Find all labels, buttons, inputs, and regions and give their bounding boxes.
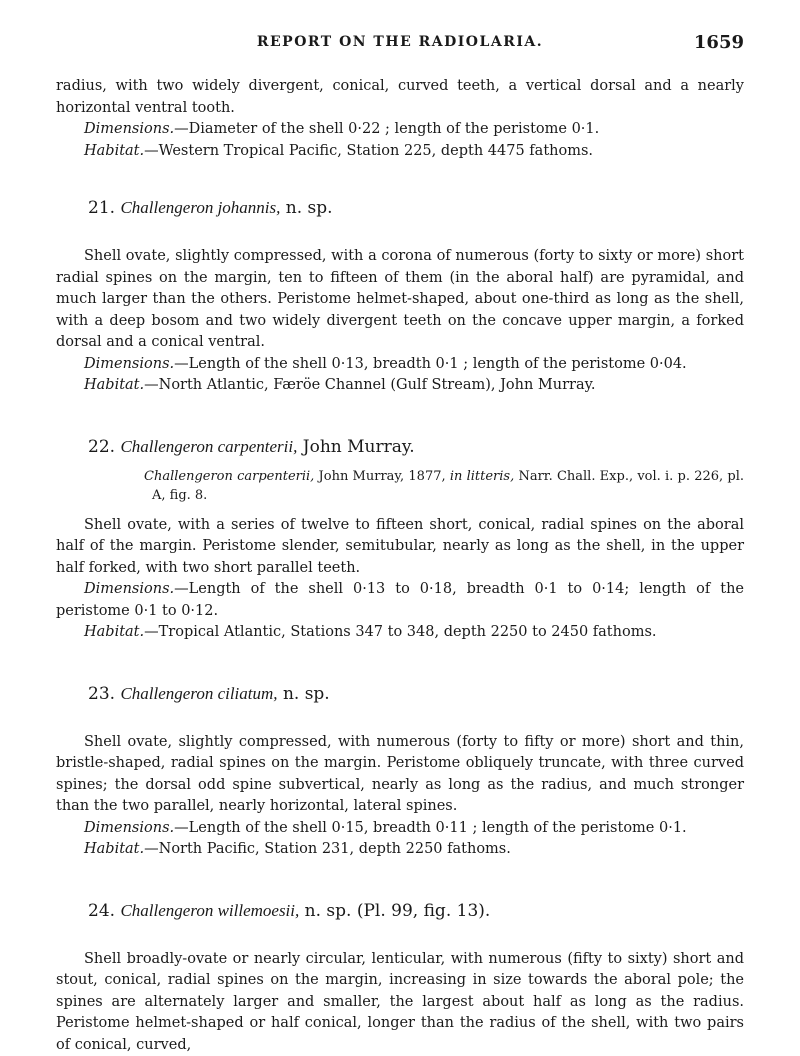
habitat-label: Habitat. xyxy=(84,841,144,857)
species-habitat xyxy=(56,375,744,397)
species-name: Challengeron johannis, xyxy=(120,198,280,217)
species-name: Challengeron willemoesii, xyxy=(120,901,299,920)
habitat-text: —Western Tropical Pacific, Station 225, depth 4475 fathoms. xyxy=(144,143,593,159)
habitat-label: Habitat. xyxy=(84,624,144,640)
species-title xyxy=(88,196,744,220)
species-dimensions xyxy=(56,818,744,840)
species-habitat xyxy=(56,839,744,861)
opening-paragraph: radius, with two widely divergent, conical, curved teeth, a vertical dorsal and a nearly horizontal ventral tooth. xyxy=(56,76,744,119)
page-body xyxy=(56,76,744,1056)
species-title xyxy=(88,682,744,706)
page-number: 1659 xyxy=(694,32,744,53)
habitat-text: —North Atlantic, Færöe Channel (Gulf Stream), John Murray. xyxy=(144,377,595,393)
species-number: 24. xyxy=(88,901,115,921)
dimensions-label: Dimensions. xyxy=(84,581,174,597)
species-title xyxy=(88,899,744,923)
species-suffix: n. sp. (Pl. 99, fig. 13). xyxy=(305,901,491,921)
species-name: Challengeron carpenterii, xyxy=(120,437,297,456)
reference-rest: Narr. Chall. Exp., vol. i. p. 226, pl. A, fig. 8. xyxy=(152,469,744,503)
species-description: Shell ovate, slightly compressed, with a corona of numerous (forty to sixty or more) short radial spines on the margin, ten to fifteen of them (in the aboral half) are pyramidal, and much larger than the others. Peristome helmet-shaped, about one-third as long as the shell, with a deep bosom and two widely divergent teeth on the concave upper margin, a forked dorsal and a conical ventral. xyxy=(56,246,744,354)
dimensions-text: —Length of the shell 0·15, breadth 0·11 ; length of the peristome 0·1. xyxy=(174,820,687,836)
species-description: Shell broadly-ovate or nearly circular, lenticular, with numerous (fifty to sixty) short and stout, conical, radial spines on the margin, increasing in size towards the aboral pole; the spines are alternately larger and smaller, the largest about half as long as the radius. Peristome helmet-shaped or half conical, longer than the radius of the shell, with two pairs of conical, curved, xyxy=(56,949,744,1056)
habitat-text: —Tropical Atlantic, Stations 347 to 348, depth 2250 to 2450 fathoms. xyxy=(144,624,656,640)
species-habitat xyxy=(56,622,744,644)
species-description: Shell ovate, slightly compressed, with numerous (forty to fifty or more) short and thin, bristle-shaped, radial spines on the margin. Peristome obliquely truncate, with three curved spines; the dorsal odd spine subvertical, nearly as long as the radius, and much stronger than the two parallel, nearly horizontal, lateral spines. xyxy=(56,732,744,818)
species-name: Challengeron ciliatum, xyxy=(120,684,277,703)
dimensions-label: Dimensions. xyxy=(84,356,174,372)
species-title xyxy=(88,435,744,459)
species-dimensions xyxy=(56,579,744,622)
page-header xyxy=(56,34,744,54)
habitat-text: —North Pacific, Station 231, depth 2250 fathoms. xyxy=(144,841,511,857)
opening-dimensions xyxy=(56,119,744,141)
species-reference xyxy=(144,467,744,505)
species-number: 21. xyxy=(88,198,115,218)
dimensions-label: Dimensions. xyxy=(84,121,174,137)
reference-name: Challengeron carpenterii, xyxy=(144,469,314,484)
habitat-label: Habitat. xyxy=(84,377,144,393)
running-title: REPORT ON THE RADIOLARIA. xyxy=(56,34,744,50)
habitat-label: Habitat. xyxy=(84,143,144,159)
dimensions-text: —Length of the shell 0·13, breadth 0·1 ; length of the peristome 0·04. xyxy=(174,356,687,372)
species-suffix: n. sp. xyxy=(283,684,330,704)
reference-mid: John Murray, 1877, xyxy=(314,469,450,484)
opening-habitat xyxy=(56,141,744,163)
species-description: Shell ovate, with a series of twelve to fifteen short, conical, radial spines on the aboral half of the margin. Peristome slender, semitubular, nearly as long as the shell, in the upper half forked, with two short parallel teeth. xyxy=(56,515,744,580)
dimensions-text: —Length of the shell 0·13 to 0·18, breadth 0·1 to 0·14; length of the peristome 0·1 to 0·12. xyxy=(56,581,744,619)
species-number: 23. xyxy=(88,684,115,704)
species-suffix: n. sp. xyxy=(286,198,333,218)
dimensions-label: Dimensions. xyxy=(84,820,174,836)
species-dimensions xyxy=(56,354,744,376)
species-suffix: John Murray. xyxy=(303,437,415,457)
reference-litteris: in litteris, xyxy=(450,469,514,484)
dimensions-text: —Diameter of the shell 0·22 ; length of the peristome 0·1. xyxy=(174,121,599,137)
species-number: 22. xyxy=(88,437,115,457)
